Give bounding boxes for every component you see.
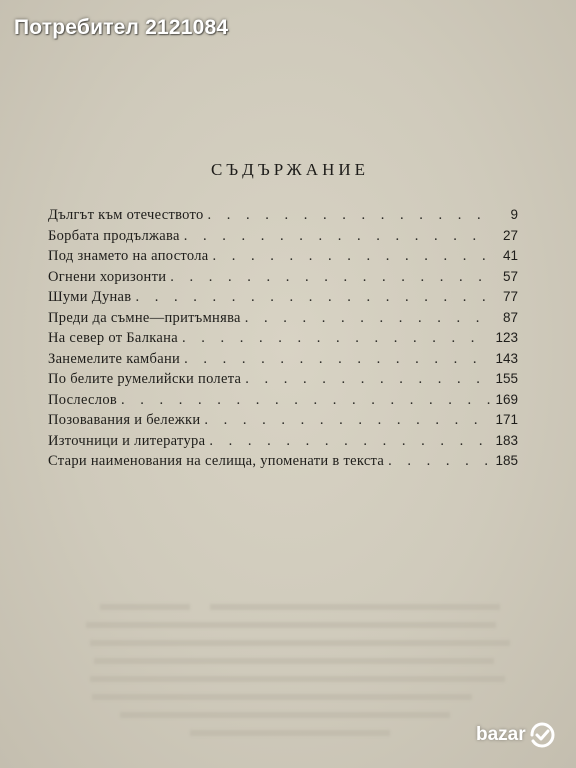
toc-title: СЪДЪРЖАНИЕ (210, 160, 370, 179)
toc-entry-page: 87 (502, 309, 518, 325)
toc-entry-title: Под знамето на апостола (48, 248, 209, 264)
dot-leader (170, 267, 490, 288)
user-watermark: Потребител 2121084 (14, 16, 229, 39)
toc-entry (48, 349, 518, 370)
dot-leader (245, 308, 490, 329)
toc-entry (48, 369, 518, 390)
toc-entry-page: 171 (495, 412, 518, 427)
toc-entry-page: 183 (495, 432, 518, 448)
dot-leader (182, 328, 490, 349)
toc-entry-page: 185 (495, 453, 518, 468)
toc-entry (48, 328, 518, 349)
show-through-text (80, 600, 520, 750)
toc-entry (48, 451, 518, 472)
toc-entry-title: Занемелите камбани (48, 350, 181, 367)
toc-entry-title: Шуми Дунав (48, 289, 132, 305)
toc-entry-title: Преди да съмне—притъмнява (48, 309, 241, 326)
toc-entry-page: 27 (502, 227, 518, 243)
toc-entry-title: На север от Балкана (48, 330, 178, 346)
toc-entry (48, 205, 518, 226)
toc-entry (48, 410, 518, 431)
toc-entry-page: 169 (495, 391, 518, 407)
toc-entry (48, 308, 518, 329)
toc-entry-page: 77 (502, 289, 518, 304)
toc-entry-title: Позовавания и бележки (48, 412, 201, 428)
toc-entry-title: Послеслов (48, 391, 118, 408)
toc-entry-page: 155 (495, 371, 518, 386)
toc-entry (48, 390, 518, 411)
dot-leader (245, 369, 490, 390)
dot-leader (184, 226, 490, 247)
toc-entry (48, 226, 518, 247)
toc-entry-page: 57 (502, 268, 518, 284)
dot-leader (204, 410, 490, 431)
bazar-logo (476, 722, 555, 748)
dot-leader (184, 349, 490, 370)
toc-entry-title: Огнени хоризонти (48, 268, 167, 285)
toc-entry-title: По белите румелийски полета (48, 371, 242, 387)
dot-leader (135, 287, 490, 308)
toc-entry (48, 431, 518, 452)
dot-leader (121, 390, 490, 411)
dot-leader (208, 205, 490, 226)
toc-entry (48, 267, 518, 288)
toc-entry-title: Дългът към отечеството (48, 207, 204, 223)
bazar-logo-icon (529, 722, 555, 748)
dot-leader (388, 451, 490, 472)
toc-entry-page: 123 (495, 330, 518, 345)
toc-entry-title: Източници и литература (48, 432, 206, 449)
toc-entry (48, 246, 518, 267)
toc-entry-title: Борбата продължава (48, 227, 180, 244)
toc-entry-page: 9 (510, 207, 518, 222)
toc-entry-page: 41 (502, 248, 518, 263)
toc-entry (48, 287, 518, 308)
bazar-logo-text: bazar (476, 724, 526, 745)
dot-leader (209, 431, 490, 452)
table-of-contents (48, 205, 518, 472)
toc-entry-page: 143 (495, 350, 518, 366)
dot-leader (213, 246, 490, 267)
toc-entry-title: Стари наименования на селища, упоменати в текста (48, 453, 385, 469)
